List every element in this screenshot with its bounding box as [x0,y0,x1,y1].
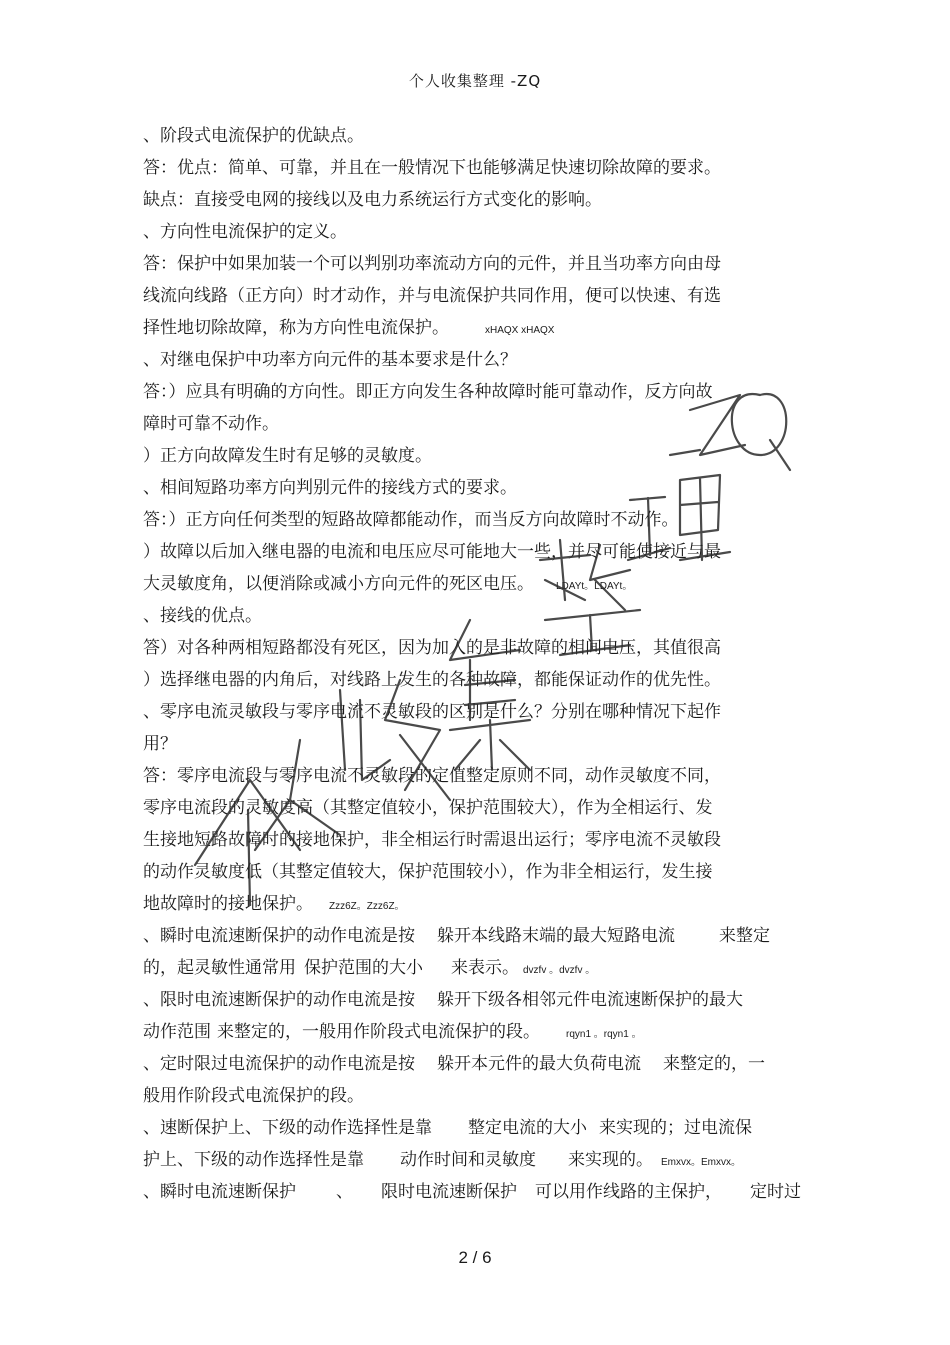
text-line: 零序电流段的灵敏度高（其整定值较小，保护范围较大），作为全相运行、发 [143,798,713,818]
text-line: ）故障以后加入继电器的电流和电压应尽可能地大一些，并尽可能使接近与最 [143,542,721,562]
text-line [143,888,813,920]
fill-line: 般用作阶段式电流保护的段。 [143,1086,364,1106]
text-segment: 择性地切除故障，称为方向性电流保护。 [143,318,449,338]
text-segment: 可以用作线路的主保护， [535,1182,722,1202]
fill-answer: 保护范围的大小 [304,958,423,978]
fill-line [143,920,813,952]
text-line: 答：）正方向任何类型的短路故障都能动作，而当反方向故障时不动作。 [143,510,679,530]
text-segment: 来表示。 [451,958,519,978]
noise-mark: dvzfv 。dvzfv 。 [523,965,596,976]
fill-answer: 动作时间和灵敏度 [400,1150,536,1170]
text-segment: 护上、下级的动作选择性是靠 [143,1150,364,1170]
text-line [143,312,813,344]
fill-answer: 躲开本线路末端的最大短路电流 [437,926,675,946]
text-line: 缺点：直接受电网的接线以及电力系统运行方式变化的影响。 [143,190,602,210]
fill-answer: 躲开下级各相邻元件电流速断保护的最大 [437,990,743,1010]
noise-mark: xHAQX xHAQX [485,325,555,336]
text-line [143,568,813,600]
fill-answer: 整定电流的大小 [468,1118,587,1138]
fill-line [143,1048,813,1080]
text-segment: 来实现的。 [568,1150,653,1170]
page-header: 个人收集整理 -ZQ [408,72,542,90]
text-line: 、零序电流灵敏段与零序电流不灵敏段的区别是什么？分别在哪种情况下起作 [143,702,721,722]
text-line: ）正方向故障发生时有足够的灵敏度。 [143,446,432,466]
fill-line [143,1176,813,1208]
text-segment: 定时过 [750,1182,801,1202]
text-line: 用？ [143,734,177,754]
text-segment: 、速断保护上、下级的动作选择性是靠 [143,1118,432,1138]
text-line: 答：零序电流段与零序电流不灵敏段的定值整定原则不同，动作灵敏度不同， [143,766,721,786]
text-line: 的动作灵敏度低（其整定值较大，保护范围较小），作为非全相运行，发生接 [143,862,713,882]
text-line: 、阶段式电流保护的优缺点。 [143,126,364,146]
fill-answer: 躲开本元件的最大负荷电流 [437,1054,641,1074]
text-segment: 地故障时的接地保护。 [143,894,313,914]
noise-mark: LDAYt。LDAYt。 [556,581,633,592]
text-line: 答：优点：简单、可靠，并且在一般情况下也能够满足快速切除故障的要求。 [143,158,721,178]
fill-line [143,1016,813,1048]
text-line: 、方向性电流保护的定义。 [143,222,347,242]
fill-line [143,1112,813,1144]
text-line: ）选择继电器的内角后，对线路上发生的各种故障，都能保证动作的优先性。 [143,670,721,690]
text-segment: 来整定的，一 [663,1054,765,1074]
text-line: 、相间短路功率方向判别元件的接线方式的要求。 [143,478,517,498]
text-segment: 的，起灵敏性通常用 [143,958,296,978]
text-line: 答：保护中如果加装一个可以判别功率流动方向的元件，并且当功率方向由母 [143,254,721,274]
text-segment: 、 [336,1182,353,1202]
noise-mark: Emxvx。Emxvx。 [661,1157,741,1168]
text-segment: 、定时限过电流保护的动作电流是按 [143,1054,415,1074]
document-body [143,120,813,1208]
text-line: 障时可靠不动作。 [143,414,279,434]
text-segment: 、瞬时电流速断保护 [143,1182,296,1202]
text-line: 答）对各种两相短路都没有死区，因为加入的是非故障的相间电压，其值很高 [143,638,721,658]
fill-line [143,984,813,1016]
fill-line [143,1144,813,1176]
text-segment: 大灵敏度角，以便消除或减小方向元件的死区电压。 [143,574,534,594]
page-number: 2 / 6 [458,1248,492,1267]
fill-answer: 限时电流速断保护 [381,1182,517,1202]
text-line: 生接地短路故障时的接地保护，非全相运行时需退出运行；零序电流不灵敏段 [143,830,721,850]
noise-mark: rqyn1 。rqyn1 。 [566,1029,642,1040]
text-line: 答：）应具有明确的方向性。即正方向发生各种故障时能可靠动作，反方向故 [143,382,713,402]
text-line: 线流向线路（正方向）时才动作，并与电流保护共同作用，便可以快速、有选 [143,286,721,306]
text-segment: 来整定的，一般用作阶段式电流保护的段。 [217,1022,540,1042]
text-segment: 来整定 [719,926,770,946]
text-segment: 、瞬时电流速断保护的动作电流是按 [143,926,415,946]
noise-mark: Zzz6Z。Zzz6Z。 [329,901,405,912]
text-line: 、接线的优点。 [143,606,262,626]
text-segment: 、限时电流速断保护的动作电流是按 [143,990,415,1010]
fill-answer: 动作范围 [143,1022,211,1042]
text-line: 、对继电保护中功率方向元件的基本要求是什么？ [143,350,517,370]
text-segment: 来实现的；过电流保 [599,1118,752,1138]
fill-line [143,952,813,984]
